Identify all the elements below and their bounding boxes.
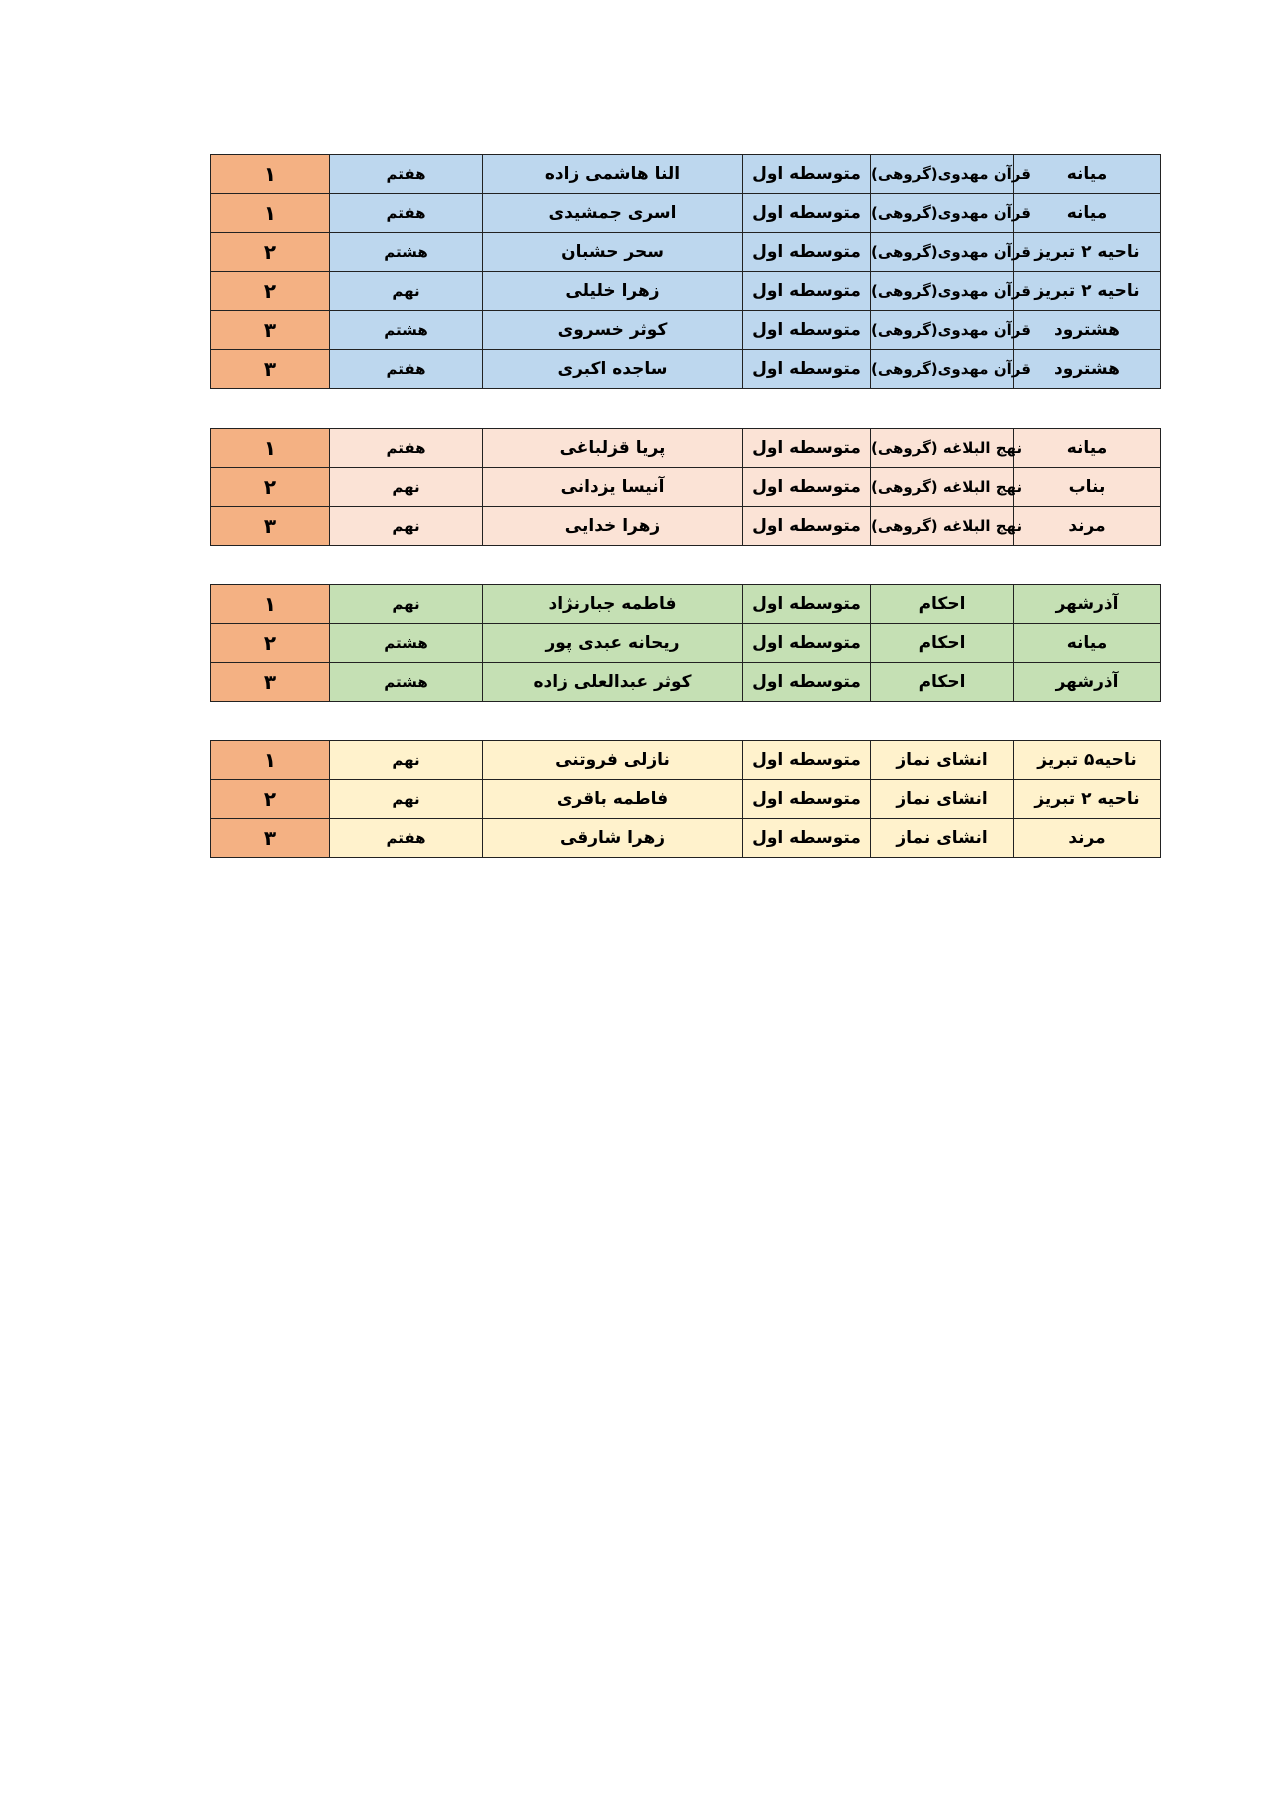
field-cell: احکام [871, 663, 1014, 702]
table-row [211, 155, 1161, 194]
region-cell: مرند [1014, 507, 1161, 546]
level-cell: متوسطه اول [743, 819, 871, 858]
region-cell: ناحیه۵ تبریز [1014, 741, 1161, 780]
level-cell: متوسطه اول [743, 663, 871, 702]
student-name-cell: سحر حشبان [483, 233, 743, 272]
table-row [211, 350, 1161, 389]
rank-cell: ۳ [211, 311, 330, 350]
table-row [211, 311, 1161, 350]
table-row [211, 507, 1161, 546]
field-cell: نهج البلاغه (گروهی) [871, 507, 1014, 546]
student-name-cell: نازلی فروتنی [483, 741, 743, 780]
field-cell: نهج البلاغه (گروهی) [871, 468, 1014, 507]
field-cell: قرآن مهدوی(گروهی) [871, 350, 1014, 389]
rank-cell: ۱ [211, 429, 330, 468]
level-cell: متوسطه اول [743, 585, 871, 624]
level-cell: متوسطه اول [743, 624, 871, 663]
rank-cell: ۳ [211, 819, 330, 858]
student-name-cell: آنیسا یزدانی [483, 468, 743, 507]
region-cell: آذرشهر [1014, 663, 1161, 702]
field-cell: نهج البلاغه (گروهی) [871, 429, 1014, 468]
field-cell: انشای نماز [871, 780, 1014, 819]
table-row [211, 780, 1161, 819]
grade-cell: هفتم [330, 155, 483, 194]
student-name-cell: فاطمه جبارنژاد [483, 585, 743, 624]
grade-cell: هفتم [330, 429, 483, 468]
student-name-cell: اسری جمشیدی [483, 194, 743, 233]
grade-cell: نهم [330, 741, 483, 780]
table-row [211, 233, 1161, 272]
table-row [211, 624, 1161, 663]
grade-cell: هفتم [330, 350, 483, 389]
rank-cell: ۱ [211, 194, 330, 233]
student-name-cell: زهرا خلیلی [483, 272, 743, 311]
grade-cell: هشتم [330, 663, 483, 702]
student-name-cell: زهرا خدایی [483, 507, 743, 546]
field-cell: احکام [871, 585, 1014, 624]
level-cell: متوسطه اول [743, 741, 871, 780]
rank-cell: ۱ [211, 585, 330, 624]
grade-cell: هشتم [330, 233, 483, 272]
region-cell: هشترود [1014, 311, 1161, 350]
table-row [211, 663, 1161, 702]
region-cell: ناحیه ۲ تبریز [1014, 780, 1161, 819]
grade-cell: نهم [330, 468, 483, 507]
rank-cell: ۲ [211, 468, 330, 507]
rank-cell: ۳ [211, 663, 330, 702]
grade-cell: نهم [330, 780, 483, 819]
field-cell: انشای نماز [871, 741, 1014, 780]
region-cell: مرند [1014, 819, 1161, 858]
results-table-quran-mahdavi [210, 154, 1161, 389]
student-name-cell: فاطمه باقری [483, 780, 743, 819]
level-cell: متوسطه اول [743, 233, 871, 272]
student-name-cell: زهرا شارقی [483, 819, 743, 858]
rank-cell: ۲ [211, 272, 330, 311]
region-cell: هشترود [1014, 350, 1161, 389]
results-table-ahkam [210, 584, 1161, 702]
table-row [211, 585, 1161, 624]
table-row [211, 819, 1161, 858]
student-name-cell: النا هاشمی زاده [483, 155, 743, 194]
region-cell: میانه [1014, 429, 1161, 468]
results-table-enshaye-namaz [210, 740, 1161, 858]
field-cell: قرآن مهدوی(گروهی) [871, 233, 1014, 272]
region-cell: میانه [1014, 194, 1161, 233]
field-cell: قرآن مهدوی(گروهی) [871, 311, 1014, 350]
grade-cell: هشتم [330, 311, 483, 350]
grade-cell: نهم [330, 585, 483, 624]
region-cell: میانه [1014, 624, 1161, 663]
rank-cell: ۳ [211, 507, 330, 546]
rank-cell: ۱ [211, 155, 330, 194]
region-cell: ناحیه ۲ تبریز [1014, 272, 1161, 311]
rank-cell: ۲ [211, 780, 330, 819]
field-cell: انشای نماز [871, 819, 1014, 858]
level-cell: متوسطه اول [743, 155, 871, 194]
student-name-cell: پریا قزلباغی [483, 429, 743, 468]
field-cell: احکام [871, 624, 1014, 663]
field-cell: قرآن مهدوی(گروهی) [871, 194, 1014, 233]
table-row [211, 468, 1161, 507]
table-row [211, 272, 1161, 311]
level-cell: متوسطه اول [743, 780, 871, 819]
rank-cell: ۱ [211, 741, 330, 780]
student-name-cell: کوثر عبدالعلی زاده [483, 663, 743, 702]
results-table-nahjolbalagheh [210, 428, 1161, 546]
table-row [211, 741, 1161, 780]
level-cell: متوسطه اول [743, 468, 871, 507]
grade-cell: هفتم [330, 819, 483, 858]
level-cell: متوسطه اول [743, 350, 871, 389]
level-cell: متوسطه اول [743, 507, 871, 546]
rank-cell: ۳ [211, 350, 330, 389]
level-cell: متوسطه اول [743, 311, 871, 350]
rank-cell: ۲ [211, 233, 330, 272]
table-row [211, 429, 1161, 468]
field-cell: قرآن مهدوی(گروهی) [871, 272, 1014, 311]
table-row [211, 194, 1161, 233]
student-name-cell: ریحانه عبدی پور [483, 624, 743, 663]
region-cell: بناب [1014, 468, 1161, 507]
grade-cell: هشتم [330, 624, 483, 663]
region-cell: ناحیه ۲ تبریز [1014, 233, 1161, 272]
field-cell: قرآن مهدوی(گروهی) [871, 155, 1014, 194]
level-cell: متوسطه اول [743, 272, 871, 311]
grade-cell: نهم [330, 507, 483, 546]
rank-cell: ۲ [211, 624, 330, 663]
region-cell: آذرشهر [1014, 585, 1161, 624]
grade-cell: نهم [330, 272, 483, 311]
student-name-cell: ساجده اکبری [483, 350, 743, 389]
level-cell: متوسطه اول [743, 429, 871, 468]
grade-cell: هفتم [330, 194, 483, 233]
student-name-cell: کوثر خسروی [483, 311, 743, 350]
region-cell: میانه [1014, 155, 1161, 194]
level-cell: متوسطه اول [743, 194, 871, 233]
